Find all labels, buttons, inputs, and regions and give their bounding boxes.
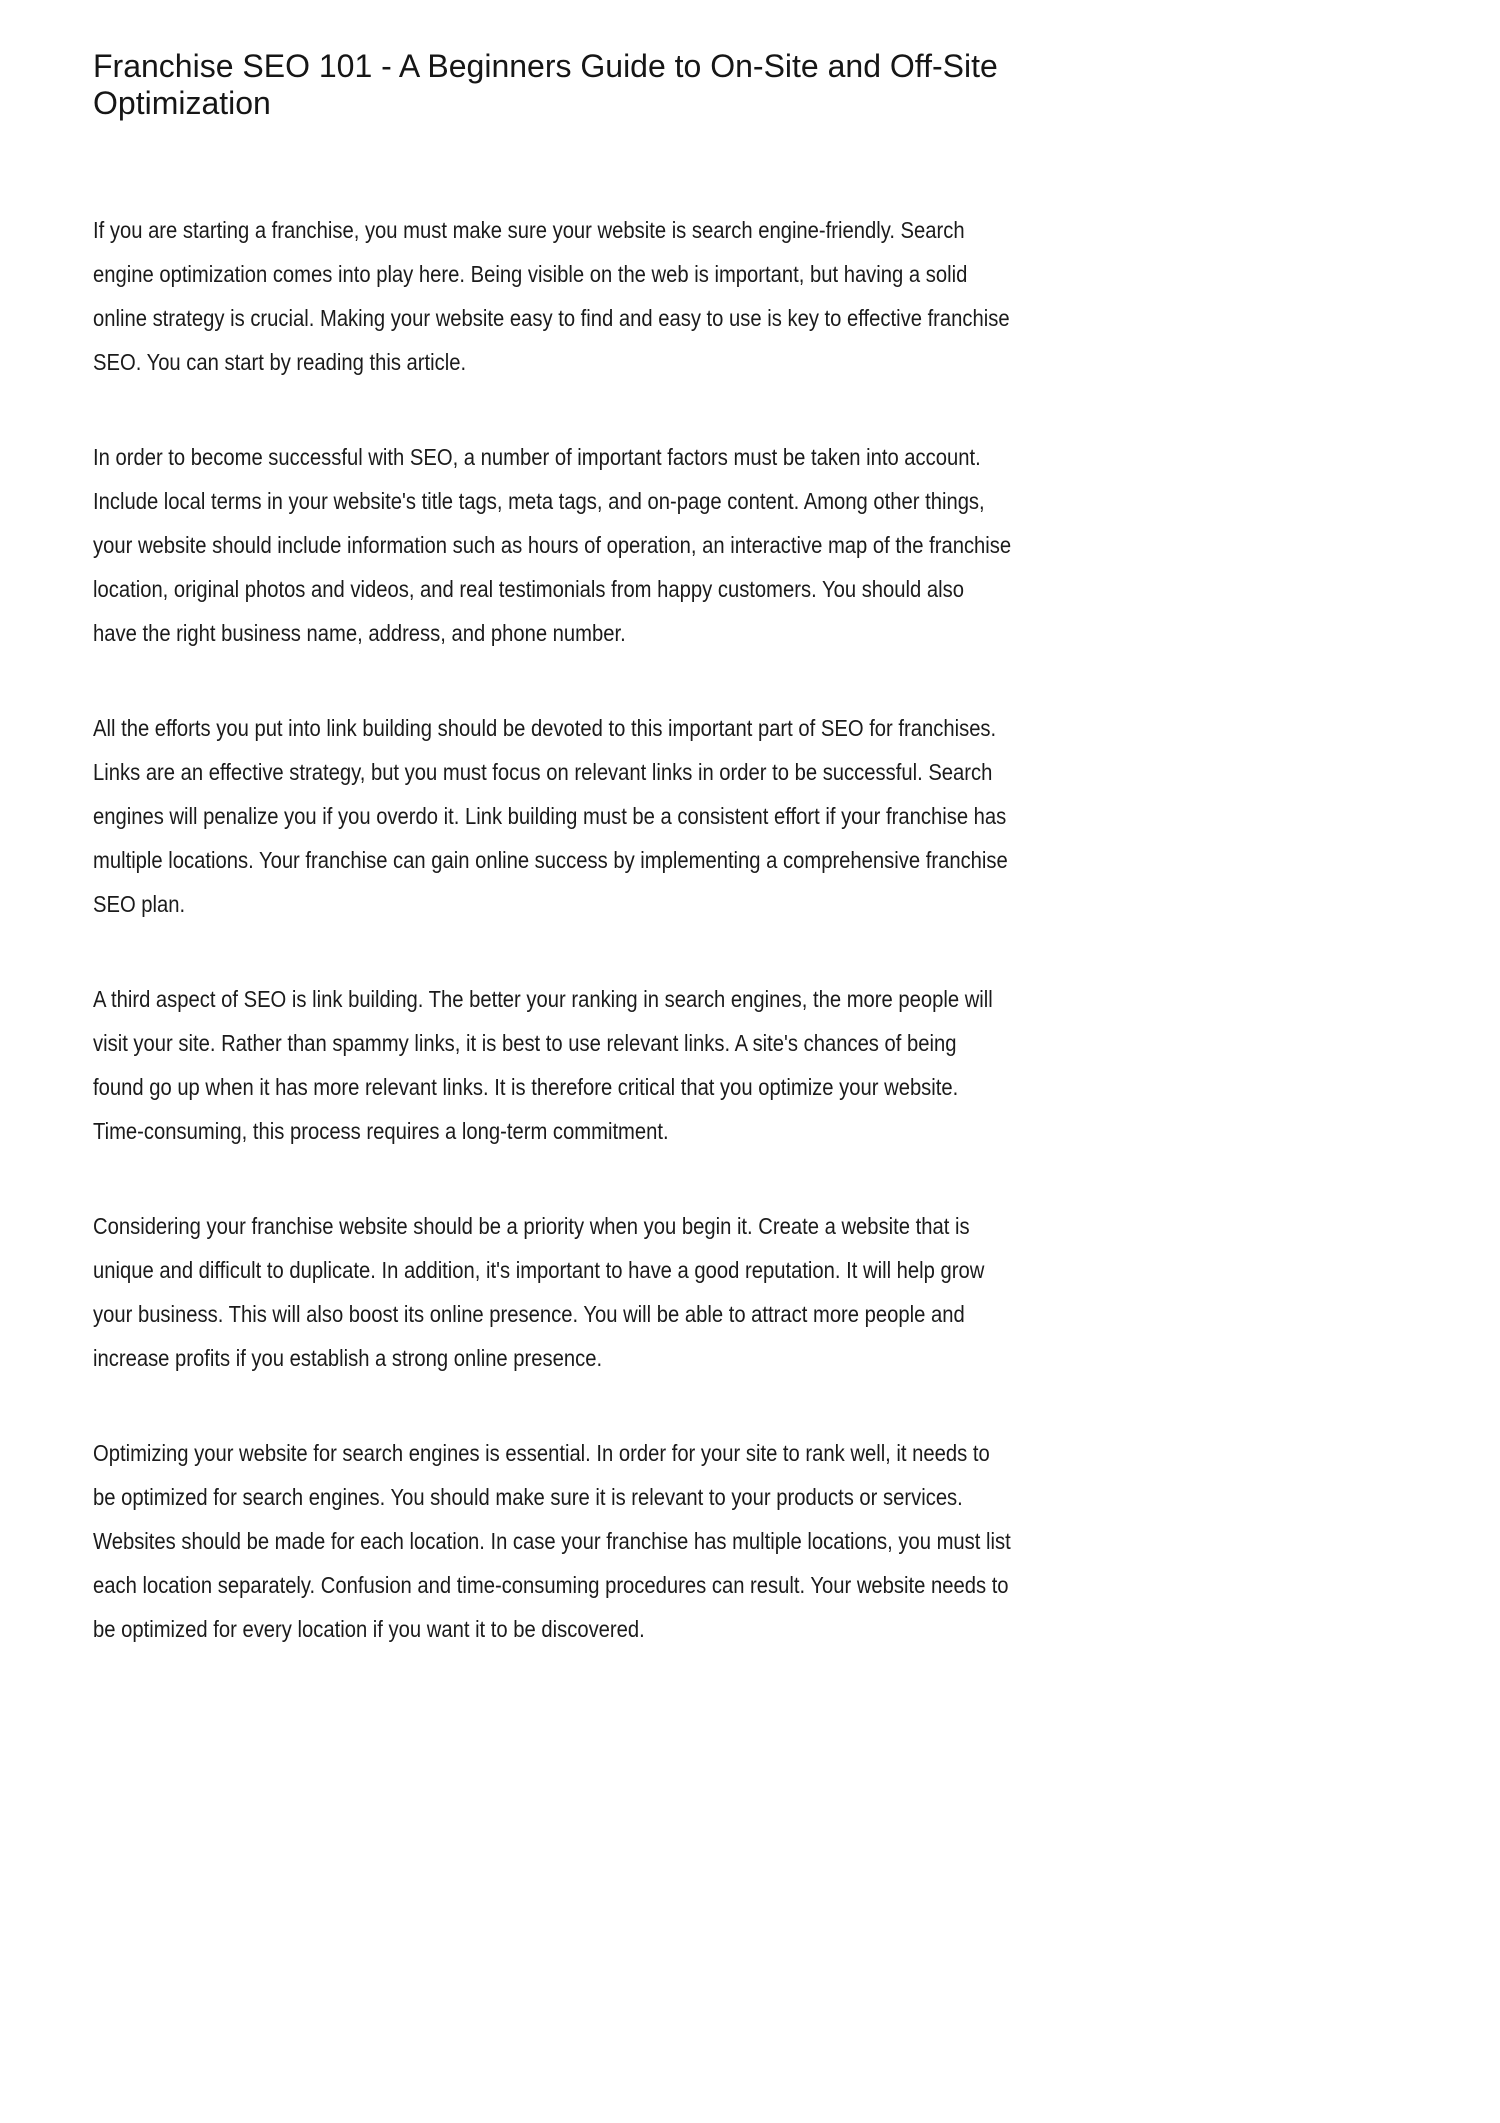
article-paragraph-2: In order to become successful with SEO, a number of important factors must be taken into account. Include local terms in your website's title tags, meta tags, and on-page content. Among other things, your website should include information such as hours of operation, an interactive map of the franchise location, original photos and videos, and real testimonials from happy customers. You should also have the right business name, address, and phone number. (93, 444, 1012, 646)
article-paragraph-1: If you are starting a franchise, you must make sure your website is search engine-friendly. Search engine optimization comes into play here. Being visible on the web is important, but having a solid online strategy is crucial. Making your website easy to find and easy to use is key to effective franchise SEO. You can start by reading this article. (93, 217, 1010, 375)
article-content (93, 48, 1153, 1651)
article-paragraph-6: Optimizing your website for search engines is essential. In order for your site to rank well, it needs to be optimized for search engines. You should make sure it is relevant to your products or services. Websites should be made for each location. In case your franchise has multiple locations, you must list each location separately. Confusion and time-consuming procedures can result. Your website needs to be optimized for every location if you want it to be discovered. (93, 1440, 1011, 1642)
article-paragraph-5: Considering your franchise website should be a priority when you begin it. Create a website that is unique and difficult to duplicate. In addition, it's important to have a good reputation. It will help grow your business. This will also boost its online presence. You will be able to attract more people and increase profits if you establish a strong online presence. (93, 1213, 985, 1371)
article-paragraph-4: A third aspect of SEO is link building. The better your ranking in search engines, the more people will visit your site. Rather than spammy links, it is best to use relevant links. A site's chances of being found go up when it has more relevant links. It is therefore critical that you optimize your website. Time-consuming, this process requires a long-term commitment. (93, 986, 993, 1144)
article-body (93, 208, 1153, 1651)
page-title: Franchise SEO 101 - A Beginners Guide to On-Site and Off-Site Optimization (93, 48, 998, 121)
article-paragraph-3: All the efforts you put into link building should be devoted to this important part of SEO for franchises. Links are an effective strategy, but you must focus on relevant links in order to be successful. Search engines will penalize you if you overdo it. Link building must be a consistent effort if your franchise has multiple locations. Your franchise can gain online success by implementing a comprehensive franchise SEO plan. (93, 715, 1008, 917)
